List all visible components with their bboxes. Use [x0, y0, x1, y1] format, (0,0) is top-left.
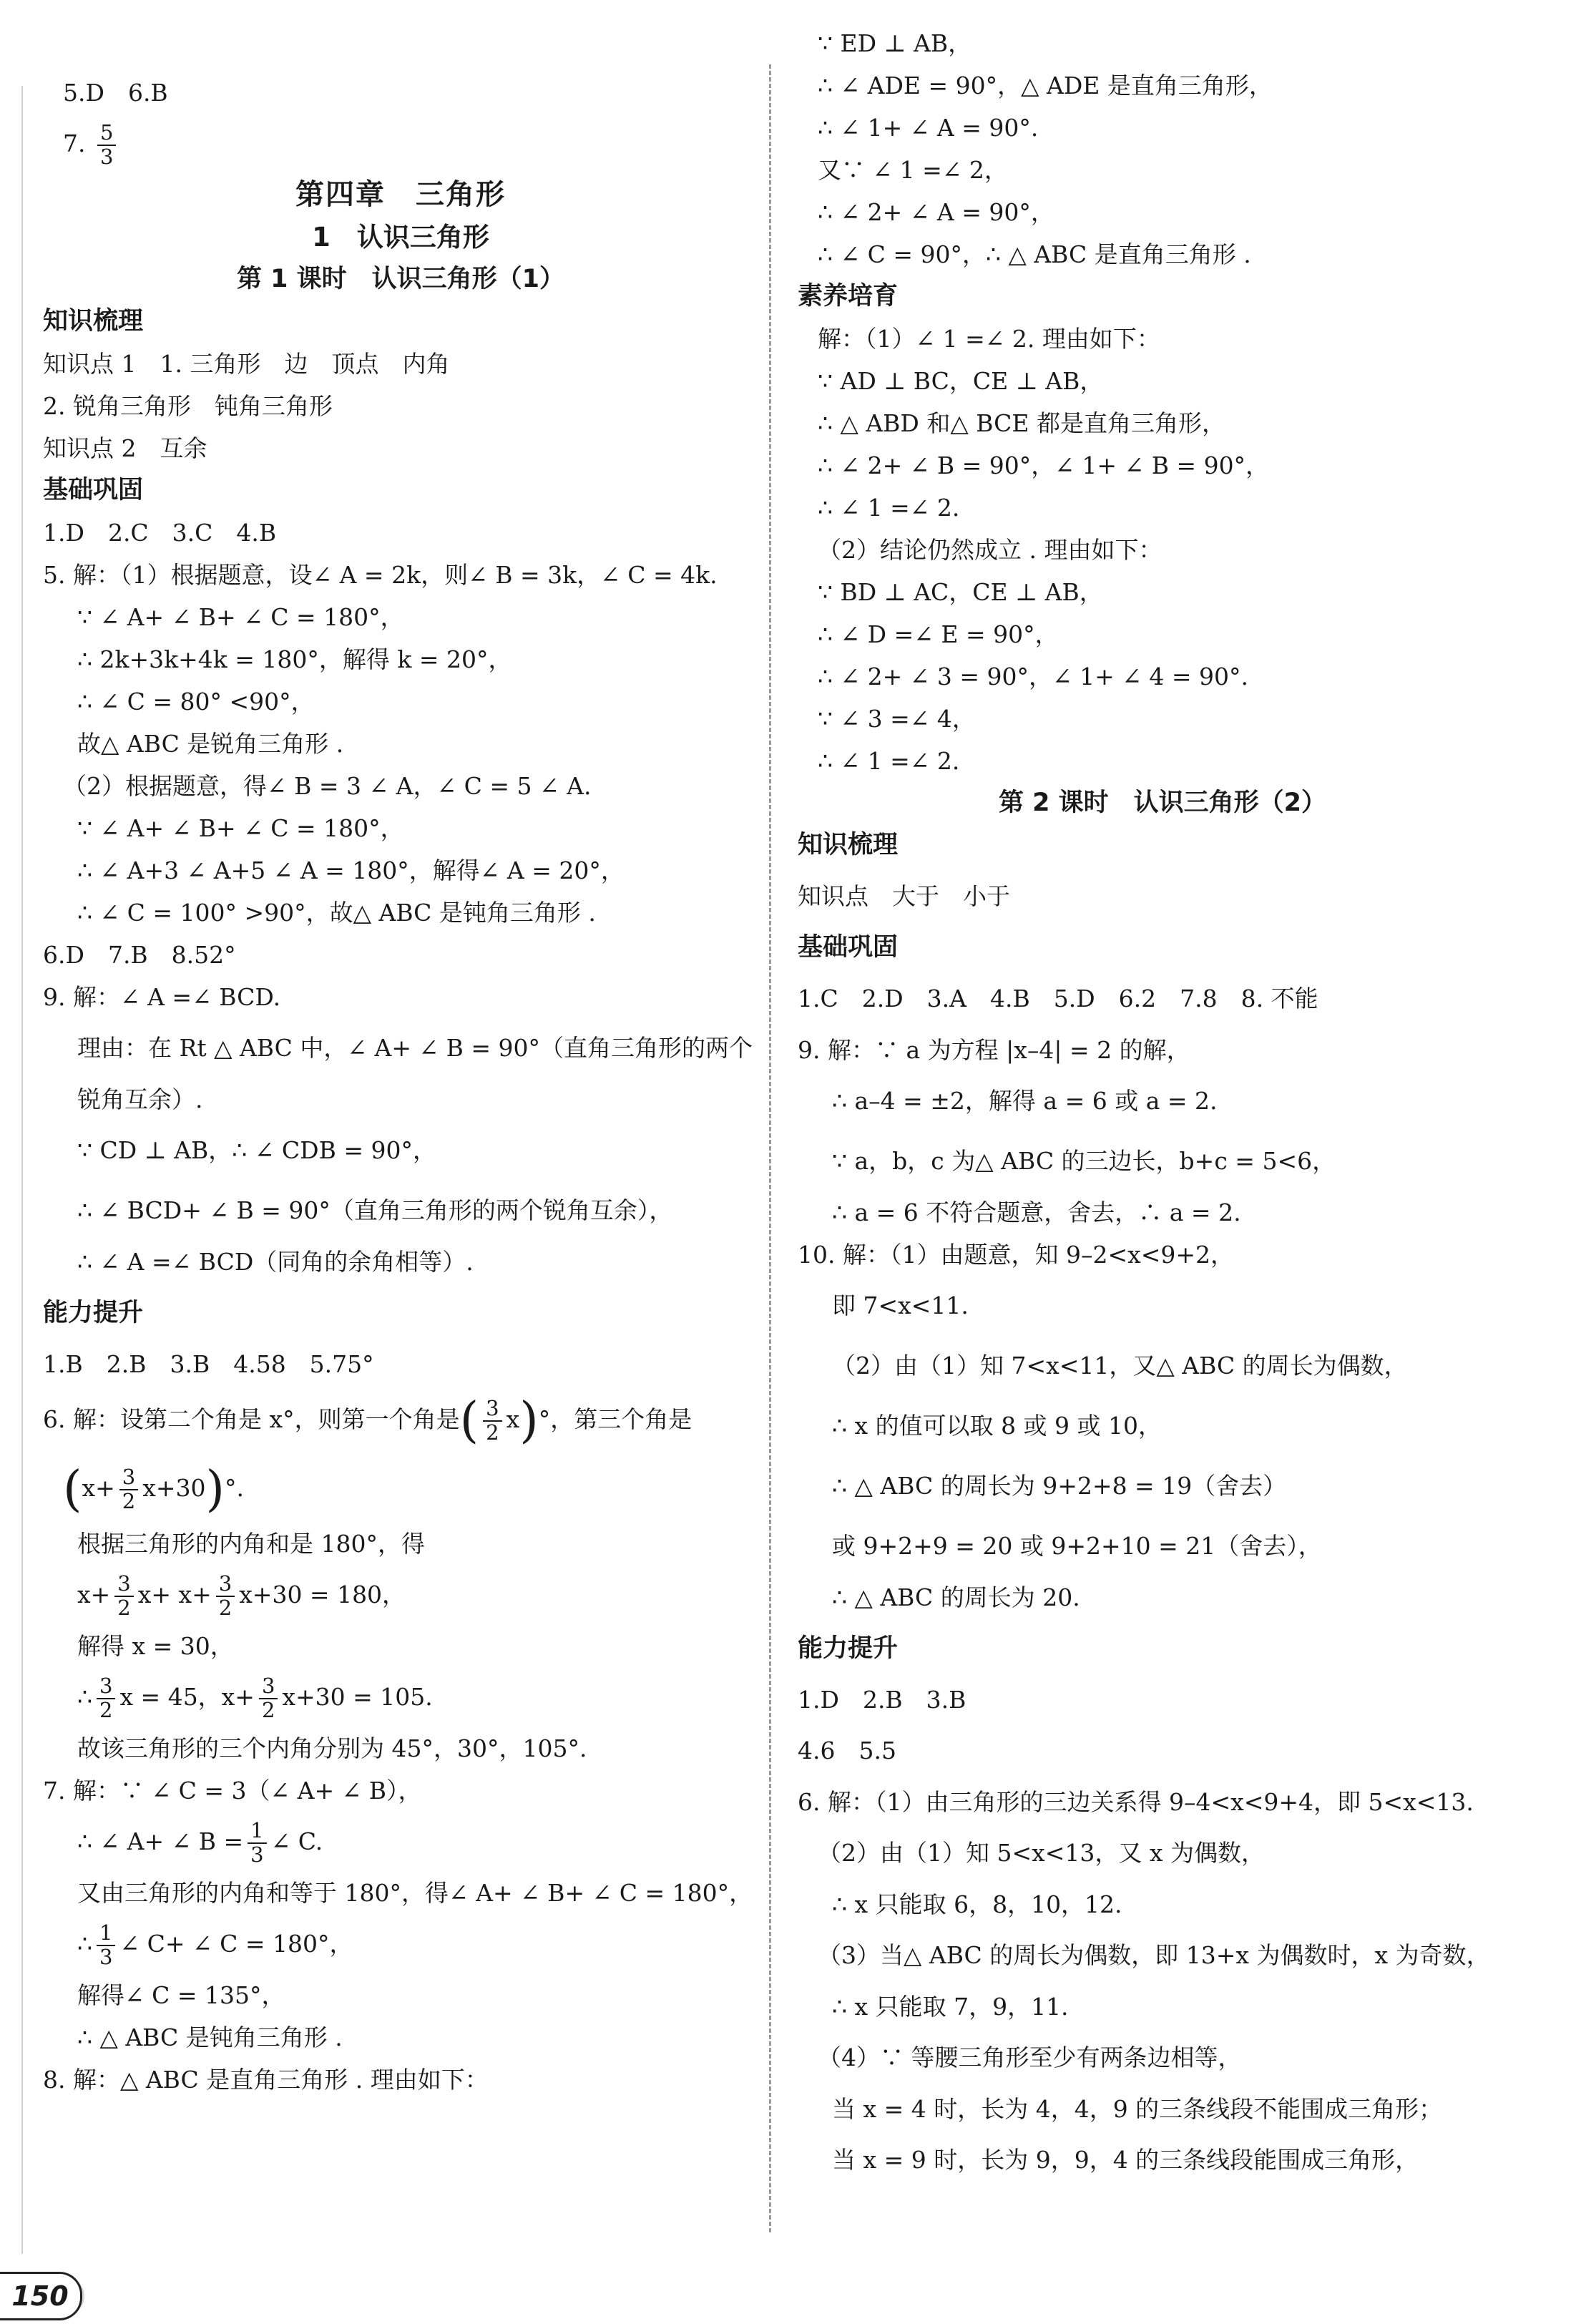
section-title: 1 认识三角形: [312, 222, 489, 253]
text-line: 1.D 2.B 3.B: [798, 1686, 966, 1714]
text-part: ∴: [77, 1683, 92, 1711]
left-column: [43, 72, 758, 2101]
variable: x: [506, 1405, 520, 1433]
text-part: °，第三个角是: [538, 1405, 692, 1433]
text-line: ∴ ∠ 1 =∠ 2.: [818, 494, 960, 522]
fraction: [114, 1573, 133, 1620]
left-paren: (: [63, 1461, 82, 1518]
text-line: ∴ x 只能取 6，8，10，12.: [832, 1890, 1122, 1918]
text-line: 解得 x = 30，: [77, 1632, 234, 1660]
text-line: 5. 解：（1）根据题意，设∠ A = 2k，则∠ B = 3k，∠ C = 4k.: [43, 561, 718, 589]
text-line: 当 x = 9 时，长为 9，9，4 的三条线段能围成三角形，: [832, 2146, 1419, 2174]
text-line: ∵ ∠ A+ ∠ B+ ∠ C = 180°，: [77, 814, 404, 842]
fraction-denominator: 2: [122, 1489, 136, 1513]
text-line: ∴ ∠ A+3 ∠ A+5 ∠ A = 180°，解得∠ A = 20°，: [77, 856, 625, 884]
text-part: x+30 = 105.: [282, 1683, 433, 1711]
text-line: ∴ ∠ C = 90°，∴ △ ABC 是直角三角形 .: [818, 240, 1251, 268]
heading-ability: 能力提升: [43, 1299, 144, 1327]
fraction-numerator: 1: [248, 1820, 266, 1844]
text-line: 7. 解：∵ ∠ C = 3（∠ A+ ∠ B），: [43, 1777, 422, 1805]
page-number: 150: [0, 2272, 82, 2320]
text-line: ∴ ∠ 2+ ∠ B = 90°，∠ 1+ ∠ B = 90°，: [818, 451, 1270, 479]
text-line: 解得∠ C = 135°，: [77, 1981, 285, 2009]
right-paren: ): [205, 1461, 225, 1518]
fraction-numerator: 3: [119, 1466, 138, 1490]
answer-prefix: 7.: [63, 130, 93, 157]
text-line: （3）当△ ABC 的周长为偶数，即 13+x 为偶数时，x 为奇数，: [818, 1941, 1490, 1969]
text-line-fraction: [43, 1385, 758, 1454]
text-line: 或 9+2+9 = 20 或 9+2+10 = 21（舍去），: [832, 1532, 1322, 1560]
text-part: °.: [225, 1474, 245, 1502]
right-paren: ): [519, 1392, 539, 1449]
heading-knowledge: 知识梳理: [798, 831, 899, 859]
text-line: ∴ x 的值可以取 8 或 9 或 10，: [832, 1412, 1163, 1440]
text-line: ∴ △ ABC 是钝角三角形 .: [77, 2023, 343, 2051]
fraction-denominator: 3: [250, 1842, 264, 1867]
text-line: 4.6 5.5: [798, 1737, 896, 1764]
text-line: 1.C 2.D 3.A 4.B 5.D 6.2 7.8 8. 不能: [798, 985, 1318, 1012]
text-line: ∴ a–4 = ±2，解得 a = 6 或 a = 2.: [832, 1087, 1218, 1115]
text-line-fraction: [43, 1454, 758, 1523]
text-line: （2）由（1）知 7<x<11，又△ ABC 的周长为偶数，: [832, 1352, 1408, 1380]
fraction: [248, 1820, 266, 1867]
left-paren: (: [459, 1392, 479, 1449]
fraction-denominator: 2: [486, 1420, 499, 1445]
text-line: ∴ △ ABC 的周长为 9+2+8 = 19（舍去）: [832, 1472, 1287, 1500]
text-line: ∴ ∠ A =∠ BCD（同角的余角相等）.: [77, 1248, 474, 1276]
answer-line: 5.D 6.B: [63, 79, 168, 107]
text-line: 知识点 2 互余: [43, 434, 207, 462]
text-line: ∴ a = 6 不符合题意，舍去，∴ a = 2.: [832, 1198, 1241, 1226]
text-line: 知识点 1 1. 三角形 边 顶点 内角: [43, 350, 450, 378]
text-part: x+: [82, 1474, 115, 1502]
fraction: [97, 122, 116, 169]
heading-literacy: 素养培育: [798, 282, 899, 311]
text-line: （2）结论仍然成立 . 理由如下：: [818, 536, 1163, 564]
fraction-denominator: 2: [261, 1698, 275, 1722]
fraction: [97, 1922, 115, 1969]
text-part: ∠ C.: [270, 1827, 323, 1855]
text-line: ∵ CD ⊥ AB，∴ ∠ CDB = 90°，: [77, 1136, 436, 1164]
text-line: （2）根据题意，得∠ B = 3 ∠ A，∠ C = 5 ∠ A.: [63, 772, 592, 800]
text-line-fraction: [43, 1914, 758, 1974]
text-part: x+30 = 180，: [239, 1581, 406, 1608]
text-line: ∴ ∠ D =∠ E = 90°，: [818, 620, 1059, 648]
text-line: 1.D 2.C 3.C 4.B: [43, 519, 277, 547]
text-line: 解：（1）∠ 1 =∠ 2. 理由如下：: [818, 325, 1160, 353]
text-line: （4）∵ 等腰三角形至少有两条边相等，: [818, 2044, 1242, 2071]
text-line-fraction: [43, 1565, 758, 1625]
text-line: ∴ ∠ BCD+ ∠ B = 90°（直角三角形的两个锐角互余），: [77, 1196, 673, 1224]
text-line: ∵ BD ⊥ AC，CE ⊥ AB，: [818, 578, 1103, 606]
text-part: 6. 解：设第二个角是 x°，则第一个角是: [43, 1405, 460, 1433]
text-line: ∵ ∠ 3 =∠ 4，: [818, 705, 976, 733]
heading-basic: 基础巩固: [43, 476, 144, 504]
lesson-title: 第 2 课时 认识三角形（2）: [998, 788, 1327, 817]
text-line: 又∵ ∠ 1 =∠ 2，: [818, 156, 1008, 184]
text-line: 根据三角形的内角和是 180°，得: [77, 1530, 425, 1558]
fraction: [119, 1466, 138, 1513]
fraction-denominator: 2: [218, 1596, 233, 1620]
lesson-title: 第 1 课时 认识三角形（1）: [236, 265, 565, 293]
fraction: [483, 1397, 501, 1445]
text-line: ∴ ∠ 2+ ∠ A = 90°，: [818, 198, 1054, 226]
chapter-title: 第四章 三角形: [295, 178, 506, 211]
column-divider: [769, 64, 771, 2232]
fraction: [259, 1675, 278, 1722]
right-column: [798, 29, 1527, 2190]
fraction-denominator: 2: [117, 1596, 131, 1620]
text-line: ∴ x 只能取 7，9，11.: [832, 1993, 1069, 2021]
text-line: 9. 解：∵ a 为方程 |x–4| = 2 的解，: [798, 1036, 1190, 1064]
heading-knowledge: 知识梳理: [43, 307, 144, 336]
text-part: x+ x+: [137, 1581, 212, 1608]
text-line: 8. 解：△ ABC 是直角三角形 . 理由如下：: [43, 2066, 489, 2094]
text-line: 6.D 7.B 8.52°: [43, 941, 236, 969]
text-line: 6. 解：（1）由三角形的三边关系得 9–4<x<9+4，即 5<x<13.: [798, 1788, 1474, 1816]
text-line: 1.B 2.B 3.B 4.58 5.75°: [43, 1350, 374, 1378]
text-line: ∵ ∠ A+ ∠ B+ ∠ C = 180°，: [77, 603, 404, 631]
fraction-denominator: 3: [99, 145, 114, 169]
fraction-numerator: 1: [97, 1922, 115, 1946]
heading-basic: 基础巩固: [798, 933, 899, 962]
text-line-fraction: [43, 1812, 758, 1872]
text-line: 故该三角形的三个内角分别为 45°，30°，105°.: [77, 1734, 587, 1762]
fraction-numerator: 3: [483, 1397, 501, 1422]
text-part: ∴: [77, 1930, 92, 1958]
text-part: ∠ C+ ∠ C = 180°，: [119, 1930, 353, 1958]
text-part: x = 45，x+: [119, 1683, 255, 1711]
text-part: x+30: [142, 1474, 206, 1502]
fraction-numerator: 3: [97, 1675, 115, 1699]
text-line: （2）由（1）知 5<x<13，又 x 为偶数，: [818, 1839, 1265, 1867]
text-line: ∴ ∠ C = 80° <90°，: [77, 688, 315, 716]
text-line: ∴ 2k+3k+4k = 180°，解得 k = 20°，: [77, 645, 512, 673]
fraction-numerator: 3: [259, 1675, 278, 1699]
text-line-fraction: [43, 1667, 758, 1727]
text-line: ∵ ED ⊥ AB，: [818, 29, 972, 57]
fraction-numerator: 5: [97, 122, 116, 146]
text-line: 即 7<x<11.: [832, 1292, 969, 1319]
fraction-denominator: 2: [99, 1698, 113, 1722]
text-line: ∵ a，b，c 为△ ABC 的三边长，b+c = 5<6，: [832, 1147, 1336, 1175]
fraction: [216, 1573, 235, 1620]
text-line: ∴ ∠ 1+ ∠ A = 90°.: [818, 114, 1039, 142]
text-line: 又由三角形的内角和等于 180°，得∠ A+ ∠ B+ ∠ C = 180°，: [77, 1879, 753, 1907]
text-line: ∴ ∠ 1 =∠ 2.: [818, 747, 960, 775]
text-line: 10. 解：（1）由题意，知 9–2<x<9+2，: [798, 1241, 1235, 1269]
text-line: 知识点 大于 小于: [798, 882, 1010, 910]
text-part: ∴ ∠ A+ ∠ B =: [77, 1827, 244, 1855]
text-line: ∴ △ ABC 的周长为 20.: [832, 1583, 1080, 1611]
page-edge-line: [21, 86, 23, 2254]
text-line: 当 x = 4 时，长为 4，4，9 的三条线段不能围成三角形；: [832, 2095, 1443, 2123]
fraction-denominator: 3: [99, 1945, 113, 1969]
text-part: x+: [77, 1581, 111, 1608]
text-line: ∵ AD ⊥ BC，CE ⊥ AB，: [818, 367, 1104, 395]
text-line: 2. 锐角三角形 钝角三角形: [43, 392, 333, 420]
text-line: 9. 解：∠ A =∠ BCD.: [43, 983, 281, 1011]
text-line: 故△ ABC 是锐角三角形 .: [77, 730, 344, 758]
text-line: ∴ ∠ 2+ ∠ 3 = 90°，∠ 1+ ∠ 4 = 90°.: [818, 663, 1249, 690]
answer-line-fraction: [43, 114, 758, 174]
text-line: ∴ ∠ ADE = 90°，△ ADE 是直角三角形，: [818, 72, 1273, 99]
text-line: ∴ ∠ C = 100° >90°，故△ ABC 是钝角三角形 .: [77, 899, 596, 927]
heading-ability: 能力提升: [798, 1634, 899, 1663]
fraction: [97, 1675, 115, 1722]
fraction-numerator: 3: [216, 1573, 235, 1597]
text-line: 理由：在 Rt △ ABC 中，∠ A+ ∠ B = 90°（直角三角形的两个: [77, 1034, 753, 1062]
text-line: ∴ △ ABD 和△ BCE 都是直角三角形，: [818, 409, 1225, 437]
fraction-numerator: 3: [114, 1573, 133, 1597]
text-line: 锐角互余）.: [77, 1085, 203, 1113]
